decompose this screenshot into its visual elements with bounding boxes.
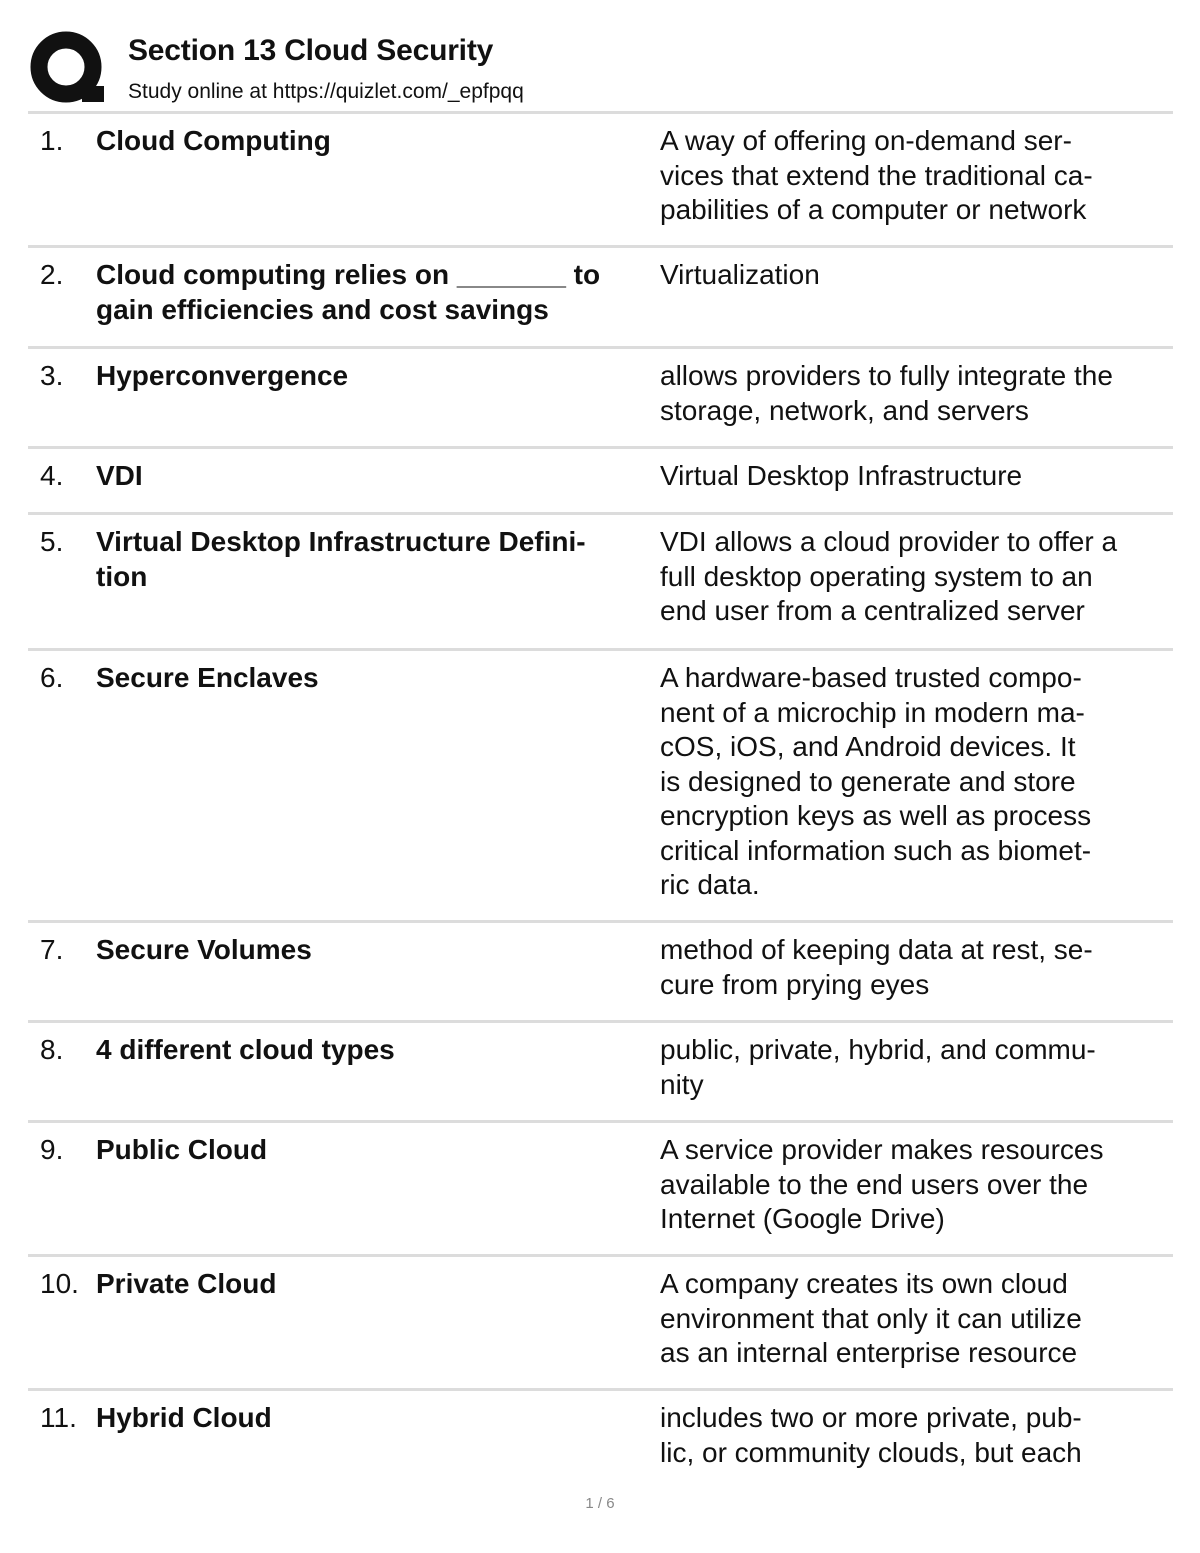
flashcard-row	[28, 1391, 1173, 1481]
page-number: 1 / 6	[585, 1495, 615, 1512]
card-term: Cloud Computing	[96, 125, 331, 156]
card-number: 7.	[40, 934, 64, 965]
card-definition: A service provider makes resources available to the end users over the Internet (Google Drive)	[660, 1134, 1104, 1234]
quizlet-logo-icon	[30, 30, 106, 106]
card-definition: A way of offering on-demand ser- vices that extend the traditional ca- pabilities of a computer or network	[660, 125, 1093, 225]
flashcard-row	[28, 1023, 1173, 1123]
card-definition: method of keeping data at rest, se- cure from prying eyes	[660, 934, 1093, 1000]
flashcard-row	[28, 114, 1173, 248]
flashcard-row	[28, 248, 1173, 349]
flashcard-row	[28, 515, 1173, 651]
flashcard-row	[28, 1123, 1173, 1257]
card-definition: includes two or more private, pub- lic, or community clouds, but each	[660, 1402, 1082, 1468]
card-number: 5.	[40, 526, 64, 557]
page-title: Section 13 Cloud Security	[128, 34, 494, 67]
card-number: 6.	[40, 662, 64, 693]
page-header	[30, 26, 1172, 110]
card-definition: A company creates its own cloud environment that only it can utilize as an internal enterprise resource	[660, 1268, 1082, 1368]
card-term: Secure Enclaves	[96, 662, 319, 693]
card-number: 10.	[40, 1268, 79, 1299]
card-number: 11.	[40, 1402, 77, 1433]
card-term: VDI	[96, 460, 143, 491]
card-number: 3.	[40, 360, 64, 391]
card-definition: public, private, hybrid, and commu- nity	[660, 1034, 1096, 1100]
flashcard-list	[28, 114, 1173, 1481]
flashcard-row	[28, 1257, 1173, 1391]
card-number: 8.	[40, 1034, 64, 1065]
card-term: 4 different cloud types	[96, 1034, 395, 1065]
card-term: Public Cloud	[96, 1134, 268, 1165]
study-link[interactable]: Study online at https://quizlet.com/_epfpqq	[128, 80, 524, 103]
card-term: Cloud computing relies on _______ to gain efficiencies and cost savings	[96, 259, 601, 325]
flashcard-row	[28, 923, 1173, 1023]
card-number: 9.	[40, 1134, 64, 1165]
card-term: Hyperconvergence	[96, 360, 349, 391]
card-term: Private Cloud	[96, 1268, 277, 1299]
card-definition: Virtual Desktop Infrastructure	[660, 460, 1023, 491]
flashcard-row	[28, 449, 1173, 515]
flashcard-row	[28, 651, 1173, 923]
card-number: 2.	[40, 259, 64, 290]
card-definition: VDI allows a cloud provider to offer a full desktop operating system to an end user from a centralized server	[660, 526, 1118, 626]
card-definition: Virtualization	[660, 259, 820, 290]
card-number: 1.	[40, 125, 64, 156]
card-term: Secure Volumes	[96, 934, 312, 965]
card-number: 4.	[40, 460, 64, 491]
card-definition: A hardware-based trusted compo- nent of a microchip in modern ma- cOS, iOS, and Android devices. It is designed to generate and store encryption keys as well as process critical information such as biomet- ric data.	[660, 662, 1092, 900]
card-term: Virtual Desktop Infrastructure Defini- tion	[96, 526, 586, 592]
card-term: Hybrid Cloud	[96, 1402, 272, 1433]
card-definition: allows providers to fully integrate the storage, network, and servers	[660, 360, 1113, 426]
flashcard-row	[28, 349, 1173, 449]
